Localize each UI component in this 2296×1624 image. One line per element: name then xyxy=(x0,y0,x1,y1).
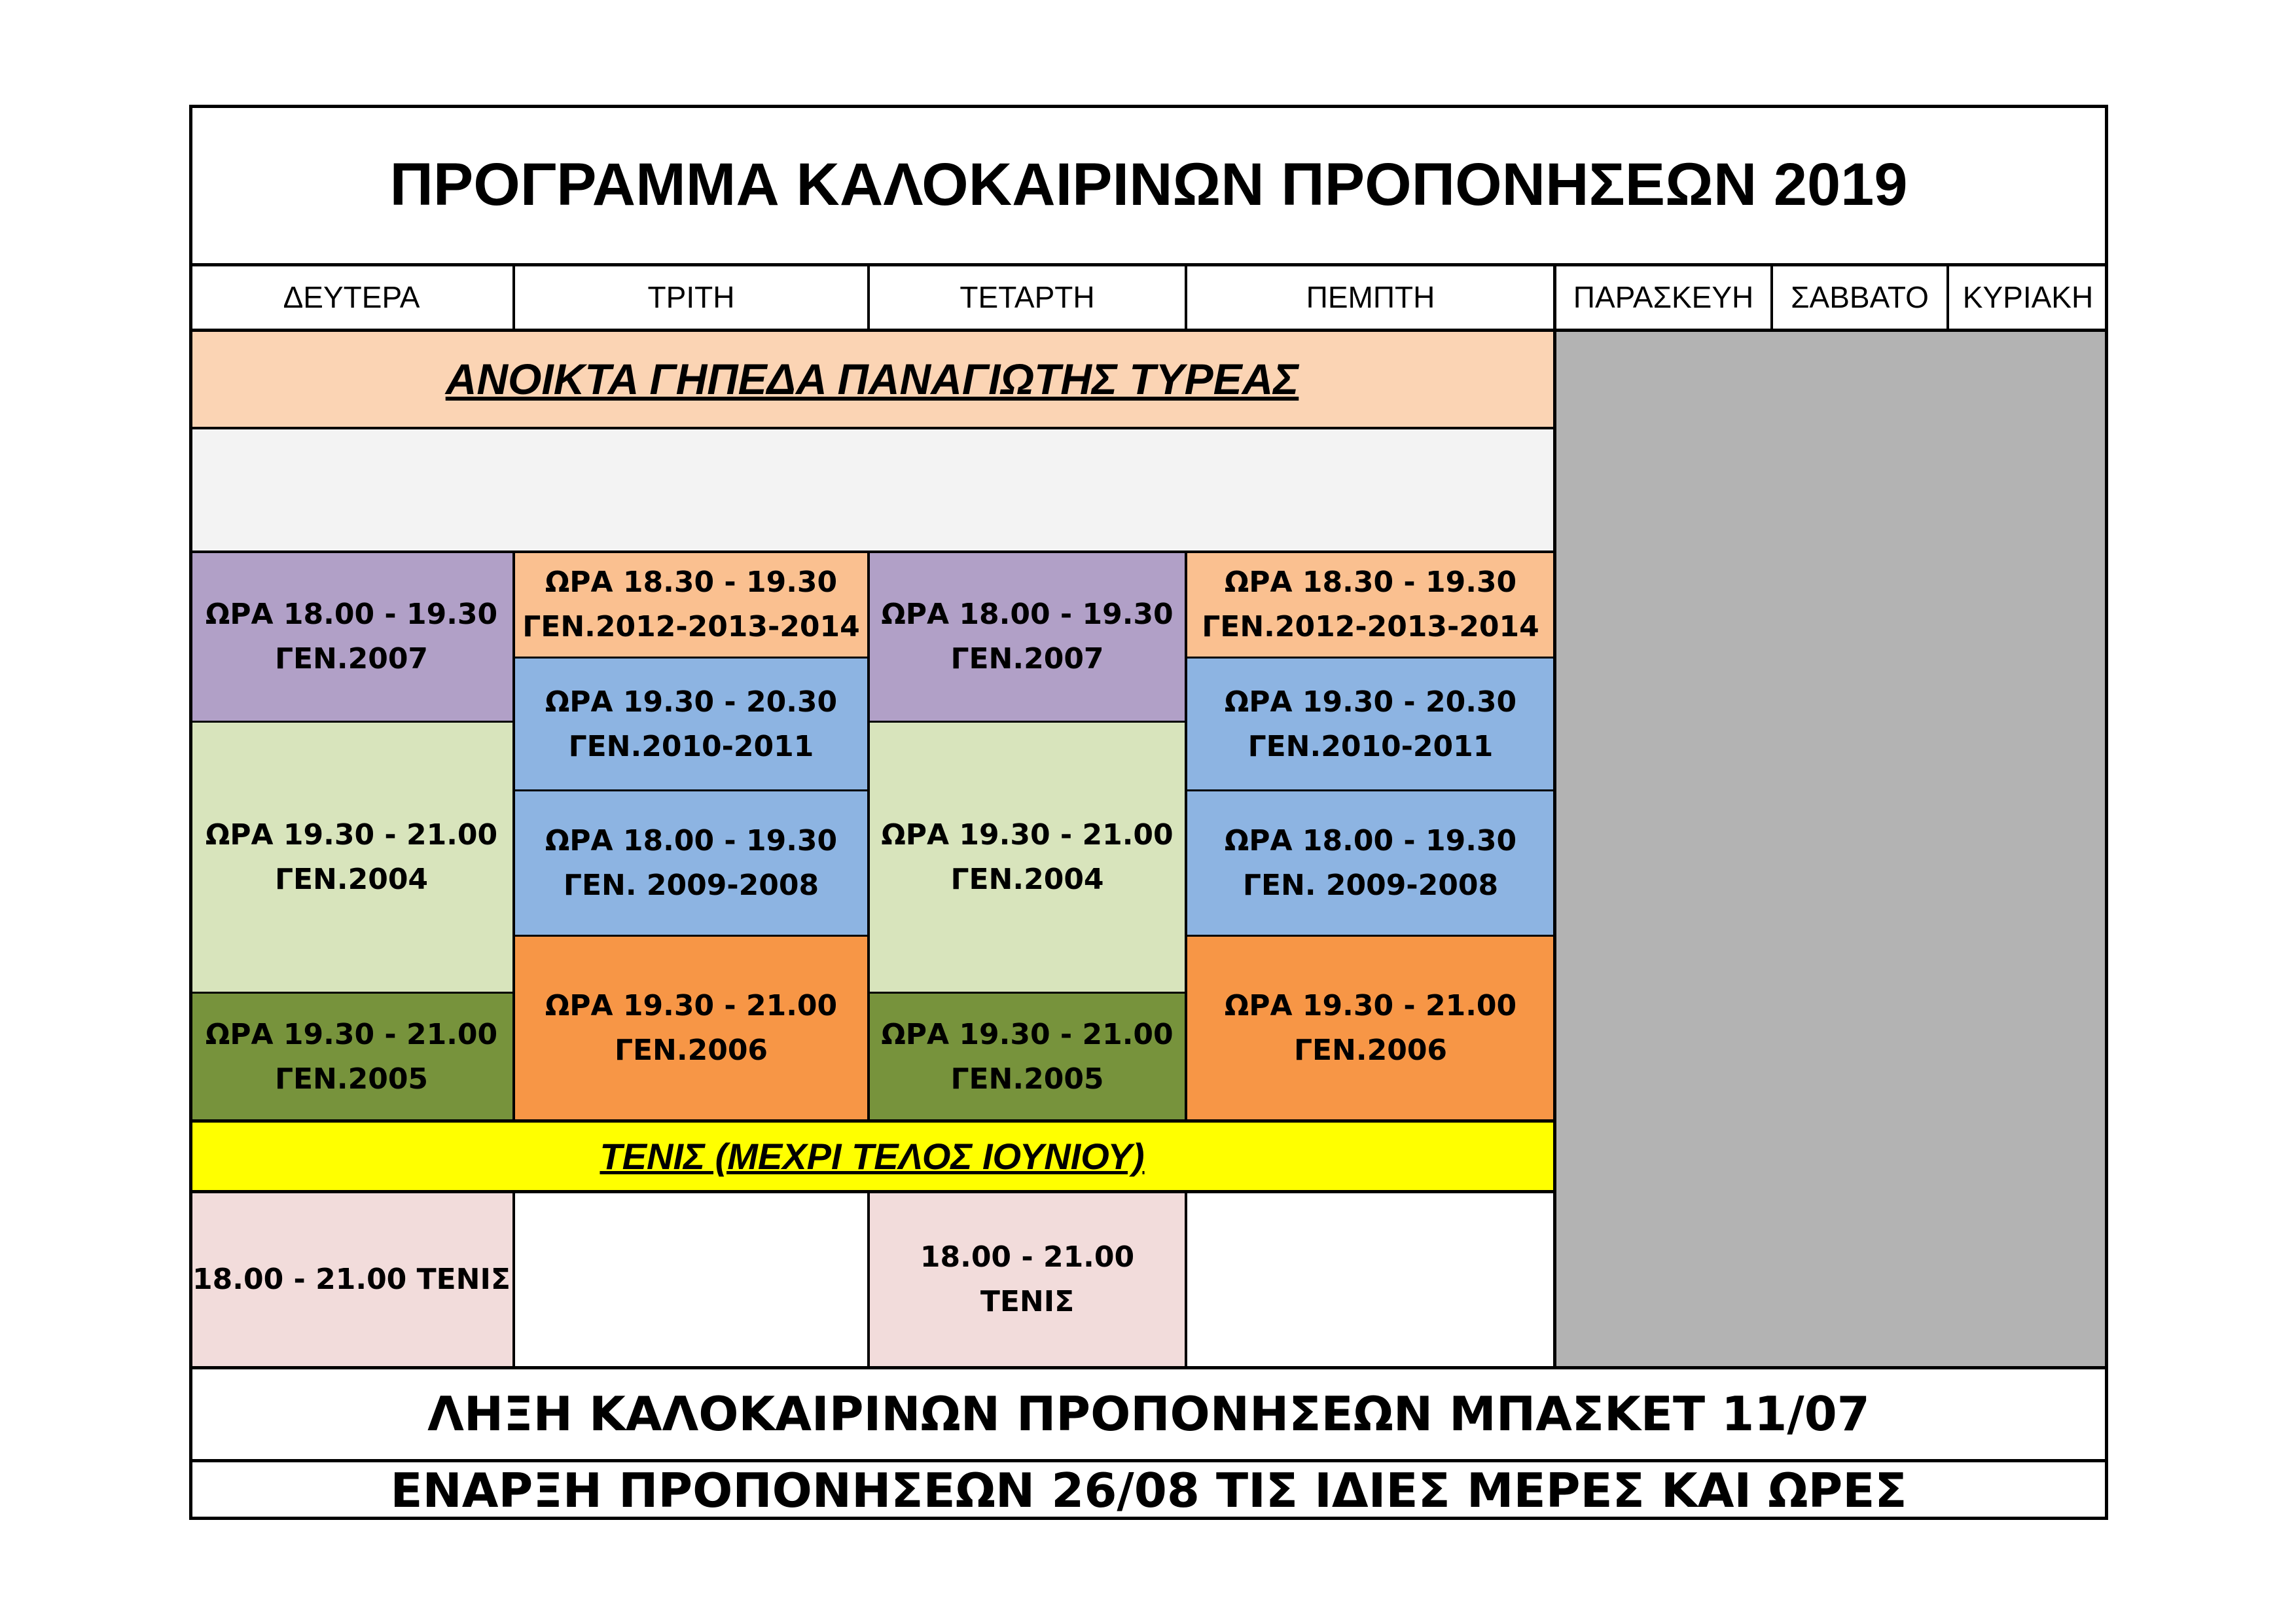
session-group: ΓΕΝ.2010-2011 xyxy=(568,729,814,763)
session-time: ΩΡΑ 19.30 - 20.30 xyxy=(545,685,838,719)
session-time: ΩΡΑ 19.30 - 21.00 xyxy=(205,1017,498,1051)
tennis-wednesday: 18.00 - 21.00 ΤΕΝΙΣ xyxy=(869,1191,1186,1367)
day-header-thursday: ΠΕΜΠΤΗ xyxy=(1306,280,1435,314)
session-time: ΩΡΑ 19.30 - 21.00 xyxy=(545,989,838,1022)
session-group: ΓΕΝ.2004 xyxy=(950,863,1104,896)
session-group: ΓΕΝ. 2009-2008 xyxy=(1242,869,1499,902)
session-group: ΓΕΝ.2007 xyxy=(950,642,1104,676)
footer-start-notice: ΕΝΑΡΞΗ ΠΡΟΠΟΝΗΣΕΩΝ 26/08 ΤΙΣ ΙΔΙΕΣ ΜΕΡΕΣ ΚΑΙ ΩΡΕΣ xyxy=(390,1462,1907,1518)
day-header-wednesday: ΤΕΤΑΡΤΗ xyxy=(960,280,1095,314)
session-group: ΓΕΝ.2006 xyxy=(1293,1034,1448,1067)
session-group: ΓΕΝ.2006 xyxy=(614,1034,768,1067)
session-time: ΩΡΑ 18.00 - 19.30 xyxy=(545,824,838,857)
session-time: ΩΡΑ 18.30 - 19.30 xyxy=(545,566,838,599)
tennis-monday: 18.00 - 21.00 ΤΕΝΙΣ xyxy=(189,1191,514,1367)
session-time: ΩΡΑ 19.30 - 21.00 xyxy=(881,818,1174,852)
day-header-monday: ΔΕΥΤΕΡΑ xyxy=(283,280,420,314)
session-time: ΩΡΑ 18.30 - 19.30 xyxy=(1224,566,1517,599)
session-time: ΩΡΑ 18.00 - 19.30 xyxy=(1224,824,1517,857)
session-group: ΓΕΝ.2012-2013-2014 xyxy=(1202,610,1539,643)
day-header-sunday: ΚΥΡΙΑΚΗ xyxy=(1962,280,2094,314)
page-title: ΠΡΟΓΡΑΜΜΑ ΚΑΛΟΚΑΙΡΙΝΩΝ ΠΡΟΠΟΝΗΣΕΩΝ 2019 xyxy=(389,151,1908,218)
schedule-frame xyxy=(189,105,2108,1520)
session-time: ΩΡΑ 18.00 - 19.30 xyxy=(881,598,1174,631)
venue-banner: ΑΝΟΙΚΤΑ ΓΗΠΕΔΑ ΠΑΝΑΓΙΩΤΗΣ ΤΥΡΕΑΣ xyxy=(189,330,1555,428)
session-group: ΓΕΝ.2012-2013-2014 xyxy=(522,610,860,643)
footer-end-notice: ΛΗΞΗ ΚΑΛΟΚΑΙΡΙΝΩΝ ΠΡΟΠΟΝΗΣΕΩΝ ΜΠΑΣΚΕΤ 11/07 xyxy=(427,1386,1870,1441)
session-time: ΩΡΑ 19.30 - 21.00 xyxy=(881,1017,1174,1051)
day-header-tuesday: ΤΡΙΤΗ xyxy=(647,280,735,314)
day-header-friday: ΠΑΡΑΣΚΕΥΗ xyxy=(1573,280,1754,314)
session-time: ΩΡΑ 19.30 - 20.30 xyxy=(1224,685,1517,719)
day-header-saturday: ΣΑΒΒΑΤΟ xyxy=(1791,280,1929,314)
session-time: ΩΡΑ 19.30 - 21.00 xyxy=(1224,989,1517,1022)
session-group: ΓΕΝ.2010-2011 xyxy=(1247,729,1494,763)
session-group: ΓΕΝ.2005 xyxy=(274,1062,429,1096)
session-group: ΓΕΝ.2007 xyxy=(274,642,429,676)
session-group: ΓΕΝ. 2009-2008 xyxy=(563,869,819,902)
session-time: ΩΡΑ 19.30 - 21.00 xyxy=(205,818,498,852)
tennis-banner: ΤΕΝΙΣ (ΜΕΧΡΙ ΤΕΛΟΣ ΙΟΥΝΙΟΥ) xyxy=(189,1121,1555,1191)
session-group: ΓΕΝ.2004 xyxy=(274,863,429,896)
session-group: ΓΕΝ.2005 xyxy=(950,1062,1104,1096)
session-time: ΩΡΑ 18.00 - 19.30 xyxy=(205,598,498,631)
